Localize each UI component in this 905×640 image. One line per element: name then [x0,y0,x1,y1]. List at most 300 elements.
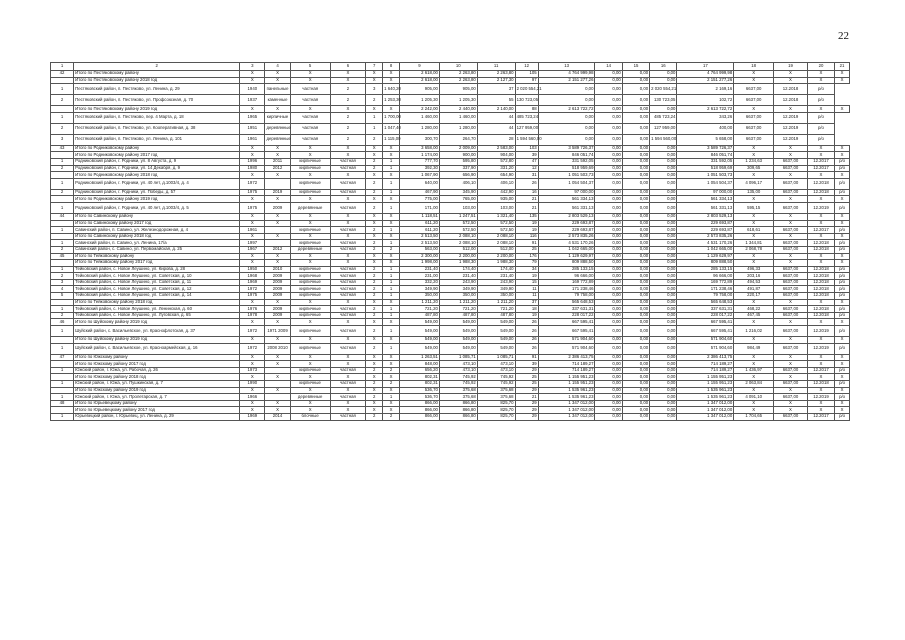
table-cell: р/о [835,202,850,213]
table-cell: X [290,71,330,78]
value-cell: 565 648,53 [538,299,595,306]
address-cell: Пестяковский район, п. Пестяково, ул. Ленина, д. 29 [74,84,240,95]
column-number: 12 [515,63,538,71]
table-cell: 2 [51,95,74,106]
value-cell: 29 [515,400,538,407]
table-cell: 2 063,84 [734,381,774,388]
table-cell: X [240,260,265,267]
table-cell: X [734,233,774,240]
value-cell: 0,00 [595,286,622,293]
value-cell: 0,00 [595,273,622,280]
value-cell: 3 589 726,37 [538,145,595,152]
table-cell: X [774,260,808,267]
value-cell: 331 592,05 [538,158,595,165]
table-cell: X [240,361,265,368]
address-cell: Тейковский район, с. Новое Леушино, ул. Советская, д. 11 [74,279,240,286]
table-cell: частная [330,286,366,293]
table-cell: 1966 [240,394,265,401]
subtotal-row [51,220,850,227]
table-cell: 48 [51,400,74,407]
table-cell: кирпичные [290,326,330,337]
value-cell: 0,00 [650,381,677,388]
value-cell: 848,00 [399,361,439,368]
value-cell: 825,70 [477,400,515,407]
value-cell: 536,70 [399,387,439,394]
value-cell: 0,00 [650,158,677,165]
value-cell: 1 205,30 [399,95,439,106]
value-cell: 825,70 [477,413,515,420]
table-cell: X [774,299,808,306]
value-cell: 572,50 [439,220,477,227]
table-cell: 203,16 [734,273,774,280]
table-cell: 1940 [240,84,265,95]
value-cell: 0,00 [595,394,622,401]
value-cell: 0,00 [622,286,649,293]
table-cell: р/о [807,112,834,123]
table-cell: X [265,400,290,407]
table-cell [51,299,74,306]
table-cell: X [383,213,400,220]
column-number: 2 [74,63,240,71]
table-cell: X [330,152,366,159]
value-cell: 337 631,31 [538,306,595,313]
table-cell: X [734,71,774,78]
value-cell: 350,00 [439,293,477,300]
table-cell: кирпичные [290,343,330,354]
table-cell: 1950 [240,266,265,273]
table-cell: X [383,106,400,113]
value-cell: 0,00 [595,293,622,300]
value-cell: 135 [515,213,538,220]
table-cell: X [383,387,400,394]
value-cell: 264,70 [439,134,477,145]
value-cell: 0,00 [622,266,649,273]
value-cell: 1 263,51 [399,354,439,361]
table-cell: 309,65 [734,165,774,172]
table-cell: р/о [835,158,850,165]
table-cell: X [774,387,808,394]
table-cell: р/о [807,123,834,134]
table-row [51,178,850,189]
value-cell: 0,00 [622,134,649,145]
table-cell: X [330,172,366,179]
table-cell: X [734,299,774,306]
value-cell: 0,00 [595,367,622,374]
value-cell: 176 [515,253,538,260]
value-cell: 563,00 [399,246,439,253]
table-cell: X [807,299,834,306]
column-number: 19 [774,63,808,71]
value-cell: 0,00 [595,178,622,189]
address-cell: Итого по Родниковскому району [74,145,240,152]
value-cell: 0,00 [622,306,649,313]
table-cell: X [290,319,330,326]
table-cell: X [734,387,774,394]
table-cell: X [734,145,774,152]
table-cell: кирпичные [290,178,330,189]
table-cell: X [774,319,808,326]
table-cell: 1 [51,306,74,313]
value-cell: 0,00 [595,260,622,267]
value-cell: 174,40 [439,266,477,273]
address-cell: Тейковский район, с. Новое Леушино, ул. Советская, д. 14 [74,293,240,300]
value-cell: 900,00 [439,152,477,159]
table-cell: 2 [51,273,74,280]
value-cell: 375,68 [439,387,477,394]
table-cell: р/о [807,134,834,145]
table-cell [51,196,74,203]
value-cell: 0,00 [595,299,622,306]
value-cell: 19 [515,312,538,319]
value-cell: 473,10 [477,367,515,374]
table-cell: 1 [51,240,74,247]
table-cell: 2 [366,306,383,313]
value-cell: 19 [515,273,538,280]
table-cell: X [835,213,850,220]
subtotal-row [51,196,850,203]
table-cell: X [330,77,366,84]
value-cell: 169 772,89 [538,279,595,286]
table-cell: X [734,400,774,407]
table-cell: X [265,374,290,381]
table-cell: X [835,71,850,78]
value-cell: 512,00 [477,246,515,253]
table-cell: 2 [51,123,74,134]
value-cell: 127 959,00 [515,123,538,134]
table-cell: кирпичные [290,279,330,286]
value-cell: 549,00 [477,343,515,354]
value-cell: 349,90 [399,286,439,293]
value-cell: 229 693,87 [677,227,734,234]
value-cell: 29 [515,387,538,394]
value-cell: 1 155 951,23 [677,381,734,388]
table-cell: X [774,354,808,361]
value-cell: 285 133,15 [677,266,734,273]
table-cell: 2 [366,293,383,300]
address-cell: Итого по Южскому району 2017 год [74,361,240,368]
table-cell: X [330,233,366,240]
table-cell: X [330,71,366,78]
table-cell: X [366,337,383,344]
value-cell: 0,00 [650,361,677,368]
table-cell: X [330,196,366,203]
address-cell: Итого по Шуйскому району 2019 год [74,337,240,344]
table-body [51,71,850,421]
table-cell: X [807,106,834,113]
table-cell: X [835,152,850,159]
value-cell: 2 088,10 [439,240,477,247]
table-cell: 1972 [240,326,265,337]
table-cell: 6637,00 [774,394,808,401]
address-cell: Итого по Родниковскому району 2018 год [74,172,240,179]
address-cell: Савинский район, с. Савино, ул. Первомайская, д. 25 [74,246,240,253]
table-cell: 1975 [240,293,265,300]
table-cell: 6637,00 [774,367,808,374]
table-cell: 1 115,00 [383,134,400,145]
value-cell: 1 280,00 [399,123,439,134]
address-cell: Итого по Шуйскому району 2019 год [74,319,240,326]
table-cell: X [366,152,383,159]
value-cell: 26 [515,319,538,326]
address-cell: Итого по Юрьевецкому району 2017 год [74,407,240,414]
table-cell: 1 [383,240,400,247]
document-table-container [50,62,850,421]
value-cell: 0,00 [622,246,649,253]
value-cell: 0,00 [595,407,622,414]
table-cell: 2 [366,326,383,337]
table-cell: X [807,260,834,267]
table-cell: 1961 [240,134,265,145]
table-cell: 2 [366,394,383,401]
table-cell: 1976 [240,306,265,313]
table-cell: X [240,319,265,326]
table-cell: X [734,354,774,361]
value-cell: 11 [515,293,538,300]
table-row [51,123,850,134]
value-cell: 96 666,00 [677,273,734,280]
column-number: 4 [265,63,290,71]
table-cell: 12.2018 [807,246,834,253]
value-cell: 2 386 413,75 [538,354,595,361]
table-cell: X [265,387,290,394]
table-cell: 1978 [240,312,265,319]
table-cell: р/о [835,246,850,253]
value-cell: 0,00 [622,172,649,179]
value-cell: 0,00 [622,299,649,306]
table-cell: X [807,145,834,152]
table-cell: кирпичные [290,266,330,273]
value-cell: 1 347 012,00 [677,413,734,420]
table-cell: X [240,407,265,414]
table-cell: 6637,00 [774,246,808,253]
table-cell [265,367,290,374]
table-cell: 2 068,78 [734,246,774,253]
value-cell: 1 155 951,23 [538,381,595,388]
table-cell: 6637,00 [774,158,808,165]
value-cell: 44 [477,123,515,134]
address-cell: Итого по Пестяковскому району [74,71,240,78]
table-cell: X [290,233,330,240]
table-cell: X [835,400,850,407]
table-cell: 12.2018 [807,279,834,286]
table-cell: 1 [383,178,400,189]
value-cell: 0,00 [650,165,677,172]
value-cell: 0,00 [650,227,677,234]
value-cell: 79 758,00 [538,293,595,300]
value-cell: 0,00 [595,400,622,407]
table-cell: р/о [835,381,850,388]
value-cell: 34 [515,266,538,273]
value-cell: 1 535 961,23 [677,394,734,401]
column-number: 15 [622,63,649,71]
table-cell: панельные [265,84,290,95]
value-cell: 0,00 [650,213,677,220]
column-number: 13 [538,63,595,71]
value-cell: 1 155 951,23 [677,374,734,381]
value-cell: 0,00 [622,361,649,368]
value-cell: 0,00 [622,260,649,267]
table-cell: 2 [366,202,383,213]
table-cell: X [240,299,265,306]
value-cell: 1 129 629,97 [677,253,734,260]
table-cell: 2009 [265,286,290,293]
value-cell: 1 211,20 [399,299,439,306]
table-cell: X [835,361,850,368]
table-cell: X [330,145,366,152]
table-cell: X [240,106,265,113]
value-cell: 846 051,74 [538,152,595,159]
value-cell: 5 658,00 [677,134,734,145]
table-cell: 12.2018 [807,312,834,319]
table-cell: X [807,196,834,203]
housing-repair-table [50,62,850,421]
table-cell [51,233,74,240]
value-cell: 866,80 [439,407,477,414]
table-cell: X [835,374,850,381]
table-cell: X [265,361,290,368]
value-cell: 0,00 [622,152,649,159]
address-cell: Тейковский район, с. Новое Леушино, ул. Ленинская, д. 60 [74,306,240,313]
address-cell: Шуйский район, с. Васильевское, ул. Краснофлотская, д. 37 [74,326,240,337]
table-cell: 2011 [265,158,290,165]
value-cell: 1 535 961,23 [677,387,734,394]
value-cell: 0,00 [622,71,649,78]
table-cell: X [807,400,834,407]
table-cell: X [290,354,330,361]
table-cell: 12.2018 [807,189,834,196]
value-cell: 654,90 [477,172,515,179]
address-cell: Итого по Савинскому району [74,213,240,220]
table-cell: 1969 [240,279,265,286]
value-cell: 0,00 [622,165,649,172]
table-cell: X [383,299,400,306]
table-cell: 6637,00 [774,279,808,286]
value-cell: 28 [477,134,515,145]
value-cell: 4 531 170,26 [677,240,734,247]
table-cell: частная [330,279,366,286]
table-cell: частная [330,394,366,401]
address-cell: Родниковский район, г. Родники, ул. 40 лет, д.1003/4, д. 5 [74,202,240,213]
table-cell: частная [330,367,366,374]
table-cell: X [807,71,834,78]
table-cell: X [366,253,383,260]
table-cell: X [835,106,850,113]
value-cell: 350,00 [399,293,439,300]
value-cell: 1 205,30 [439,95,477,106]
value-cell: 561 331,13 [538,202,595,213]
table-cell: X [835,196,850,203]
value-cell: 4 531 170,26 [538,240,595,247]
table-cell: 6637,00 [774,178,808,189]
value-cell: 2 088,10 [477,233,515,240]
value-cell: 116 [515,233,538,240]
table-cell: 4 [51,286,74,293]
value-cell: 656,20 [399,367,439,374]
value-cell: 572,50 [477,220,515,227]
table-cell: X [774,253,808,260]
value-cell: 561 331,13 [677,202,734,213]
address-cell: Южский район, г. Южа, ул. Рабочая, д. 26 [74,367,240,374]
table-cell: 12.2018 [807,293,834,300]
value-cell: 0,00 [622,189,649,196]
table-cell: 12.2018 [807,178,834,189]
table-cell: X [366,106,383,113]
table-cell: р/о [835,413,850,420]
value-cell: 2 613 722,72 [677,106,734,113]
table-cell: блочные [290,413,330,420]
value-cell: 0,00 [622,145,649,152]
table-cell: X [330,387,366,394]
table-row [51,326,850,337]
value-cell: 2 386 413,75 [677,354,734,361]
value-cell: 1 594 560,00 [650,134,677,145]
value-cell: 0,00 [650,260,677,267]
table-cell: 1 [383,165,400,172]
table-cell: 12.2018 [807,240,834,247]
table-cell: 2 [383,367,400,374]
value-cell: 0,00 [650,220,677,227]
table-cell: 12.2017 [807,165,834,172]
table-cell: 1 704,65 [734,413,774,420]
table-cell: 4 096,17 [734,178,774,189]
table-cell: X [383,253,400,260]
value-cell: 37 [515,299,538,306]
value-cell: 25 [515,374,538,381]
value-cell: 97 000,00 [538,189,595,196]
table-cell: 1 [383,286,400,293]
value-cell: 0,00 [650,337,677,344]
value-cell: 0,00 [595,158,622,165]
value-cell: 1 347 012,00 [538,413,595,420]
subtotal-row [51,319,850,326]
table-cell: 618,61 [734,227,774,234]
table-cell: X [240,196,265,203]
value-cell: 866,80 [439,413,477,420]
table-cell: X [240,71,265,78]
table-cell: X [290,299,330,306]
value-cell: 0,00 [595,196,622,203]
address-cell: Итого по Тейковскому району 2018 год [74,299,240,306]
value-cell: 714 189,27 [538,361,595,368]
table-cell: 12.2019 [807,326,834,337]
table-cell: 2009 [265,312,290,319]
value-cell: 0,00 [595,106,622,113]
table-cell: 2 [366,95,383,106]
value-cell: 2 020 554,21 [650,84,677,95]
value-cell: 0,00 [622,407,649,414]
table-cell: X [734,196,774,203]
table-cell: 1 [51,367,74,374]
value-cell: 1 460,00 [399,112,439,123]
value-cell: 0,00 [622,213,649,220]
table-cell: 494,53 [734,279,774,286]
value-cell: 1 535 961,23 [538,394,595,401]
table-cell: X [835,253,850,260]
value-cell: 0,00 [650,189,677,196]
value-cell: 0,00 [622,326,649,337]
value-cell: 549,00 [477,319,515,326]
table-cell: X [265,106,290,113]
value-cell: 0,00 [622,233,649,240]
value-cell: 39 [515,361,538,368]
table-cell: кирпичные [290,158,330,165]
table-cell [51,106,74,113]
table-cell: X [290,387,330,394]
table-cell: 6637,00 [774,273,808,280]
table-cell: 1 [51,413,74,420]
value-cell: 1 085,71 [477,354,515,361]
table-cell: 1 640,20 [383,84,400,95]
